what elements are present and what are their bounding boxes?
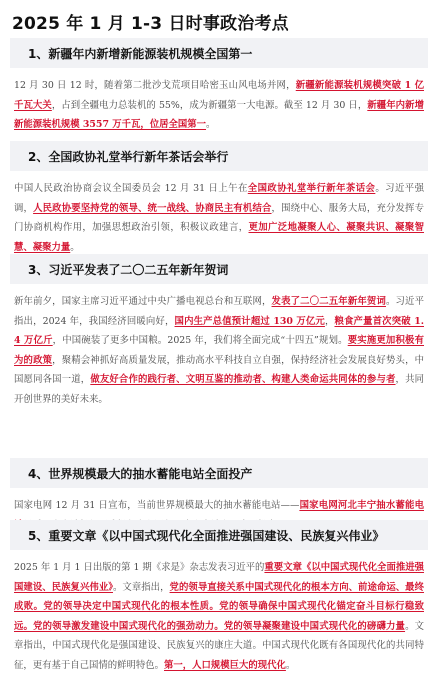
highlighted-text: 新疆年内新增新能源装机规模 3557 万千瓦，位居全国第一 xyxy=(14,99,424,131)
highlighted-text: 发表了二〇二五年新年贺词 xyxy=(271,296,386,307)
body-text: ，围绕中心、服务大局，充分发挥专门协商机构作用，加强思想政治引领，积极议政建言， xyxy=(14,202,424,234)
highlighted-text: 更加广泛地凝聚人心、凝聚共识、凝聚智慧、凝聚力量 xyxy=(14,222,424,253)
section-heading: 5、重要文章《以中国式现代化全面推进强国建设、民族复兴伟业》 xyxy=(10,520,428,550)
section-body xyxy=(14,558,424,676)
body-text: 。习近平指出，2024 年，我国经济回暖向好， xyxy=(14,296,424,327)
highlighted-text: 做友好合作的践行者、文明互鉴的推动者、构建人类命运共同体的参与者 xyxy=(90,374,396,386)
section-2 xyxy=(14,141,424,257)
page-title: 2025 年 1 月 1-3 日时事政治考点 xyxy=(12,14,289,34)
highlighted-text: 党的领导直接关系中国式现代化的根本方向、前途命运、最终成败。党的领导决定中国式现代化的根本性质。党的领导确保中国式现代化锚定奋斗目标行稳致远。党的领导激发建设中国式现代化的强劲动力。党的领导凝聚建设中国式现代化的磅礴力量 xyxy=(14,581,424,632)
body-text: ， xyxy=(324,315,335,327)
body-text: 。习近平强调， xyxy=(14,183,424,214)
section-heading: 2、全国政协礼堂举行新年茶话会举行 xyxy=(10,141,428,171)
section-body xyxy=(14,76,424,135)
body-text: 新年前夕，国家主席习近平通过中央广播电视总台和互联网， xyxy=(14,296,272,307)
highlighted-text: 要实施更加积极有为的政策 xyxy=(14,335,424,366)
highlighted-text: 重要文章《以中国式现代化全面推进强国建设、民族复兴伟业》 xyxy=(14,562,424,593)
highlighted-text: 人民政协要坚持党的领导、统一战线、协商民主有机结合 xyxy=(33,202,272,214)
highlighted-text: 新疆新能源装机规模突破 1 亿千瓦大关 xyxy=(14,80,424,111)
section-heading: 1、新疆年内新增新能源装机规模全国第一 xyxy=(10,38,428,68)
body-text: 。文章指出， xyxy=(112,581,170,593)
body-text: ，共同开创世界的美好未来。 xyxy=(14,374,424,405)
body-text: 2025 年 1 月 1 日出版的第 1 期《求是》杂志发表习近平的 xyxy=(14,562,265,573)
body-text: 。 xyxy=(206,119,216,131)
highlighted-text: 粮食产量首次突破 1.4 万亿斤 xyxy=(14,315,424,347)
highlighted-text: 全国政协礼堂举行新年茶话会 xyxy=(247,183,376,194)
body-text: 。 xyxy=(285,659,296,671)
section-heading: 4、世界规模最大的抽水蓄能电站全面投产 xyxy=(10,458,428,488)
body-text: 。 xyxy=(70,241,80,253)
section-heading: 3、习近平发表了二〇二五年新年贺词 xyxy=(10,254,428,284)
section-3 xyxy=(14,254,424,410)
body-text: 中国人民政治协商会议全国委员会 12 月 31 日上午在 xyxy=(14,183,248,194)
body-text: ，占到全疆电力总装机的 55%，成为新疆第一大电源。截至 12 月 30 日， xyxy=(51,99,368,111)
highlighted-text: 国内生产总值预计超过 130 万亿元 xyxy=(174,315,325,327)
highlighted-text: 国家电网河北丰宁抽水蓄能电 xyxy=(299,500,424,511)
section-5 xyxy=(14,520,424,676)
section-1 xyxy=(14,38,424,135)
body-text: ，中国碗装了更多中国粮。2025 年，我们将全面完成“十四五”规划。 xyxy=(52,335,348,347)
body-text: 。文章指出，中国式现代化是强国建设、民族复兴的康庄大道。中国式现代化既有各国现代化的共同特征，更有基于自己国情的鲜明特色。 xyxy=(14,620,424,671)
section-body xyxy=(14,292,424,410)
body-text: ，聚精会神抓好高质量发展，推动高水平科技自立自强，保持经济社会发展良好势头，中国愿同各国一道， xyxy=(14,354,424,386)
highlighted-text: 第一，人口规模巨大的现代化 xyxy=(164,659,286,671)
section-body xyxy=(14,179,424,257)
body-text: 国家电网 12 月 31 日宣布，当前世界规模最大的抽水蓄能电站—— xyxy=(14,500,300,511)
body-text: 12 月 30 日 12 时，随着第二批沙戈荒项目哈密玉山风电场并网， xyxy=(14,80,296,91)
